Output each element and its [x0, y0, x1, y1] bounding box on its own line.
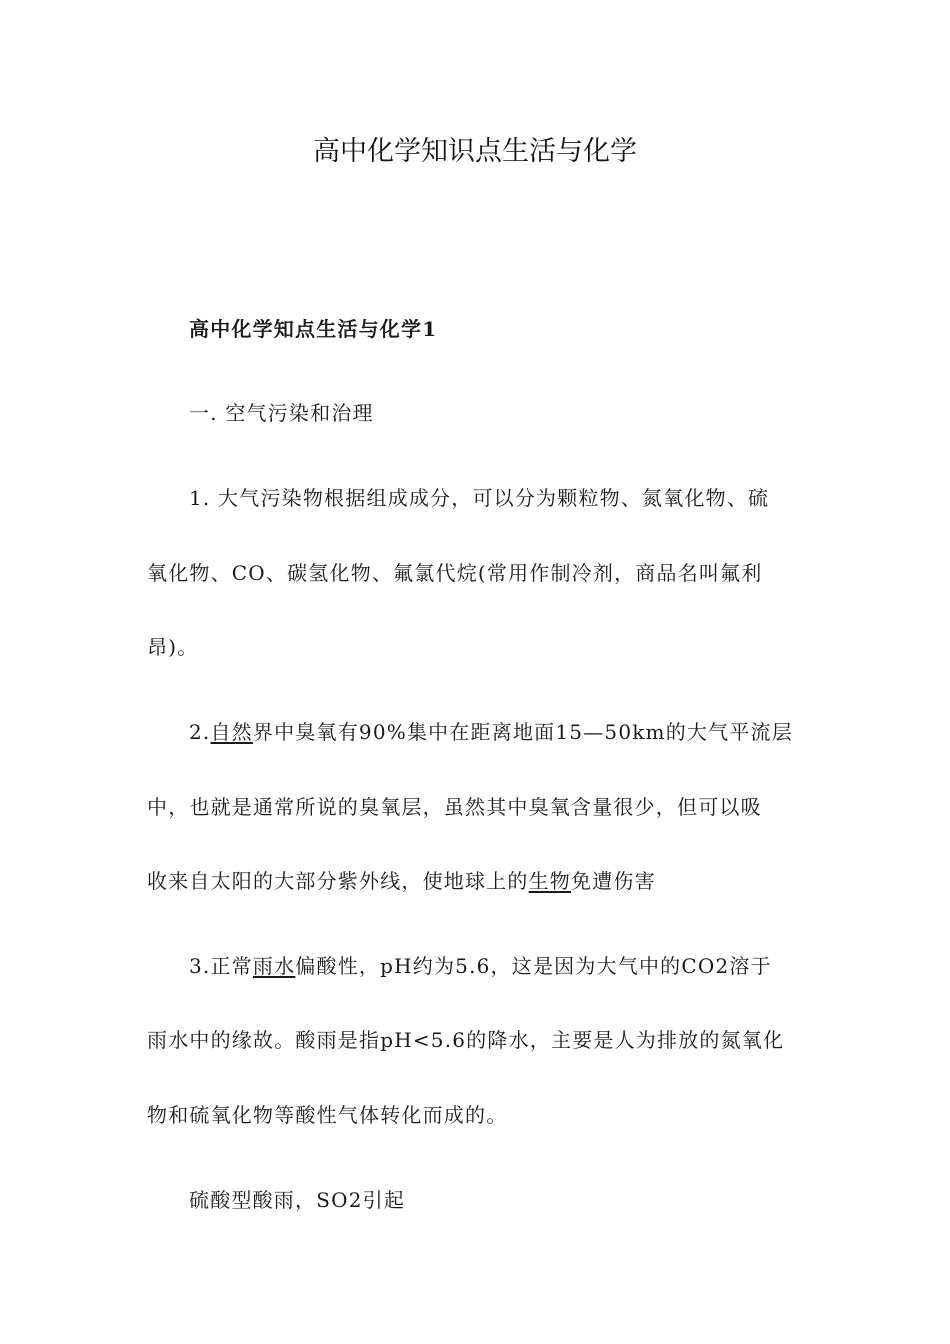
- paragraph-3-line-1-text: 偏酸性，pH约为5.6，这是因为大气中的CO2溶于: [295, 954, 772, 978]
- subheading-air-pollution: 一. 空气污染和治理: [189, 401, 374, 425]
- paragraph-2-line-2: 中，也就是通常所说的臭氧层，虽然其中臭氧含量很少，但可以吸: [147, 795, 762, 819]
- paragraph-3-line-2: 雨水中的缘故。酸雨是指pH<5.6的降水，主要是人为排放的氮氧化: [147, 1028, 785, 1052]
- paragraph-1-line-3: 昂)。: [147, 635, 199, 659]
- section-heading: 高中化学知点生活与化学1: [189, 317, 438, 341]
- paragraph-3-number: 3.正常: [189, 954, 253, 978]
- paragraph-3-line-3: 物和硫氧化物等酸性气体转化而成的。: [147, 1103, 508, 1127]
- paragraph-1-line-1: 1. 大气污染物根据组成成分，可以分为颗粒物、氮氧化物、硫: [189, 486, 770, 510]
- paragraph-1-line-2: 氧化物、CO、碳氢化物、氟氯代烷(常用作制冷剂，商品名叫氟利: [147, 561, 763, 585]
- paragraph-4: 硫酸型酸雨，SO2引起: [189, 1188, 406, 1212]
- paragraph-2-number: 2.: [189, 720, 211, 744]
- document-title: 高中化学知识点生活与化学: [313, 136, 637, 167]
- paragraph-3-line-1: [189, 950, 849, 979]
- paragraph-2-line-3: [147, 865, 807, 894]
- paragraph-2-line-3-end: 免遭伤害: [571, 869, 656, 893]
- link-organism[interactable]: 生物: [528, 869, 572, 893]
- paragraph-2-line-3-text: 收来自太阳的大部分紫外线，使地球上的: [147, 869, 529, 893]
- link-nature[interactable]: 自然: [210, 720, 253, 744]
- paragraph-2-line-1: [189, 716, 849, 745]
- paragraph-2-line-1-text: 界中臭氧有90%集中在距离地面15—50km的大气平流层: [252, 720, 793, 744]
- link-rainwater[interactable]: 雨水: [252, 954, 296, 978]
